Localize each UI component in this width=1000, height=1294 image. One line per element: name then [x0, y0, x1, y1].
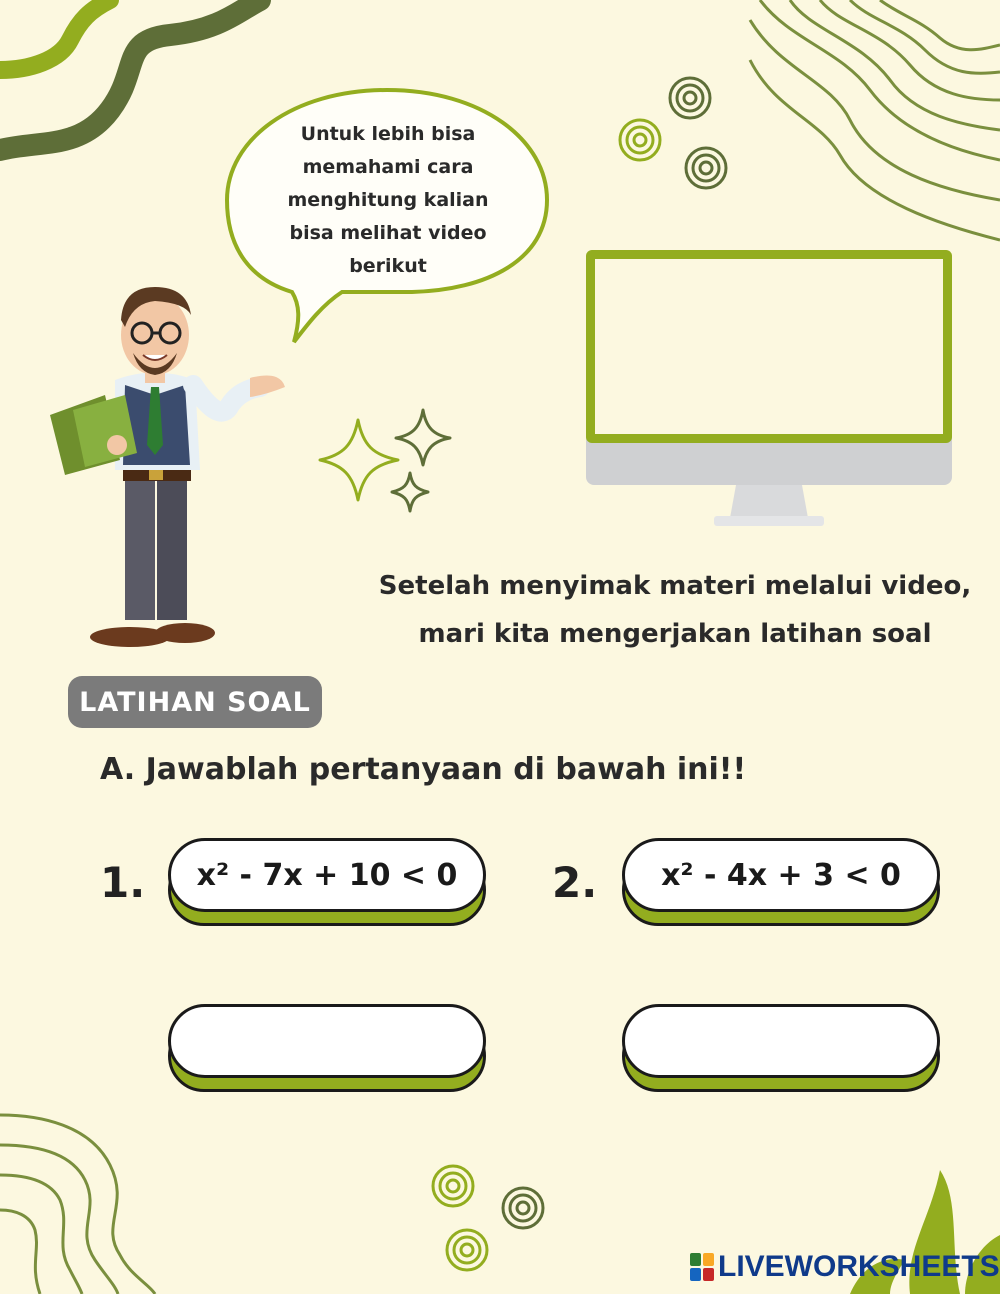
sparkle-decorations [318, 405, 458, 520]
contour-decoration-bottom-left [0, 1105, 160, 1294]
teacher-illustration [45, 275, 290, 650]
question-2-expression-box [620, 838, 944, 930]
monitor-illustration [586, 250, 952, 535]
liveworksheets-logo [690, 1250, 1000, 1284]
intro-text [360, 562, 990, 658]
liveworksheets-icon [690, 1253, 714, 1281]
question-1-answer-input[interactable] [195, 1018, 459, 1064]
spiral-decorations-bottom [425, 1158, 555, 1278]
question-1-answer-box [166, 1004, 490, 1096]
question-1-expression-box [166, 838, 490, 930]
contour-decoration-top-right [750, 0, 1000, 250]
instruction-text: A. Jawablah pertanyaan di bawah ini!! [100, 752, 747, 787]
question-2-answer-input[interactable] [649, 1018, 913, 1064]
section-badge: LATIHAN SOAL [68, 676, 322, 728]
intro-line-2: mari kita mengerjakan latihan soal [418, 619, 932, 649]
speech-bubble-text: Untuk lebih bisa memahami cara menghitung kalian bisa melihat video berikut [287, 123, 489, 277]
question-2-number: 2. [552, 858, 598, 907]
brand-name: LIVEWORKSHEETS [718, 1250, 1000, 1283]
intro-line-1: Setelah menyimak materi melalui video, [378, 571, 972, 601]
question-1-number: 1. [100, 858, 146, 907]
question-2-expression: x² - 4x + 3 < 0 [622, 838, 940, 912]
spiral-decorations-top [610, 70, 740, 200]
question-1-expression: x² - 7x + 10 < 0 [168, 838, 486, 912]
question-2-answer-box [620, 1004, 944, 1096]
